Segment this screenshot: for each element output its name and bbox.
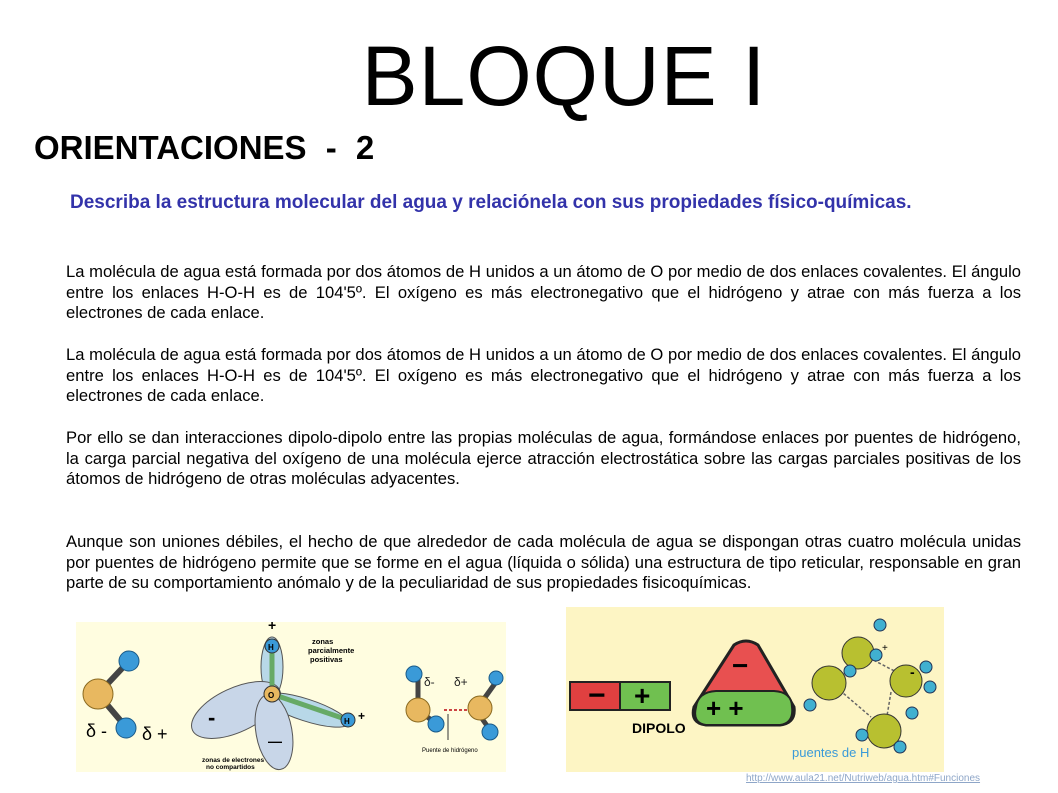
dipole-label: DIPOLO: [632, 720, 686, 736]
source-link[interactable]: http://www.aula21.net/Nutriweb/agua.htm#Funciones: [746, 773, 981, 784]
hb-delta-minus: δ-: [424, 675, 435, 689]
dipole-minus: −: [588, 679, 606, 712]
zones-electrons-label: zonas de electrones no compartidos: [202, 757, 265, 771]
question-text: Describa la estructura molecular del agua y relaciónela con sus propiedades físico-químicas.: [70, 192, 912, 213]
cluster-minus: -: [910, 664, 915, 680]
orbital-minus-left: -: [208, 705, 216, 730]
hb-delta-plus: δ+: [454, 675, 468, 689]
water-molecule-model: [83, 651, 168, 744]
cluster-caption: puentes de H: [792, 745, 870, 760]
slide-subtitle: ORIENTACIONES - 2: [34, 129, 375, 166]
orbital-diagram: [183, 622, 365, 772]
dipole-bar: [570, 679, 686, 736]
paragraph-4: Aunque son uniones débiles, el hecho de que alrededor de cada molécula de agua se dispongan otras cuatro molécula unidas por puentes de hidrógeno permite que se forme en el agua (líquida o sólida) una estructura de tipo reticular, responsable en gran parte de su comportamiento anómalo y de la peculiaridad de sus propiedades fisicoquímicas.: [66, 532, 1021, 592]
triangle-plus: + +: [706, 693, 744, 723]
triangle-minus: −: [732, 650, 749, 681]
orbital-h-right: H: [344, 717, 350, 726]
orbital-o: O: [268, 691, 275, 700]
dipole-figure: [566, 607, 944, 772]
paragraph-2: La molécula de agua está formada por dos átomos de H unidos a un átomo de O por medio de dos enlaces covalentes. El ángulo entre los enlaces H-O-H es de 104'5º. El oxígeno es más electronegativo que el hidrógeno y atrae con más fuerza a los electrones de cada enlace.: [66, 345, 1021, 405]
orbital-h-top: H: [268, 643, 274, 652]
zones-positive-label: zonas parcialmente positivas: [308, 637, 355, 664]
paragraph-3: Por ello se dan interacciones dipolo-dipolo entre las propias moléculas de agua, formándose enlaces por puentes de hidrógeno, la carga parcial negativa del oxígeno de una molécula ejerce atracción electrostática sobre las cargas parciales positivas de los átomos de hidrógeno de otras moléculas adyacentes.: [66, 428, 1021, 488]
delta-plus-label: δ +: [142, 724, 168, 744]
hydrogen-bond-diagram: [406, 666, 503, 754]
orbital-minus-bottom: —: [268, 733, 282, 749]
cluster-plus: +: [882, 643, 888, 654]
slide-title: BLOQUE I: [361, 29, 767, 123]
hydrogen-bond-label: Puente de hidrógeno: [422, 748, 478, 754]
dipole-triangle: [693, 641, 794, 725]
hydrogen-bond-cluster: [792, 619, 936, 760]
orbital-plus-top: +: [268, 622, 277, 633]
orbital-plus-right: +: [358, 709, 366, 723]
dipole-plus: +: [634, 680, 651, 711]
paragraph-1: La molécula de agua está formada por dos átomos de H unidos a un átomo de O por medio de dos enlaces covalentes. El ángulo entre los enlaces H-O-H es de 104'5º. El oxígeno es más electronegativo que el hidrógeno y atrae con más fuerza a los electrones de cada enlace.: [66, 262, 1021, 322]
water-molecule-figure: [76, 622, 506, 772]
delta-minus-label: δ -: [86, 721, 108, 741]
